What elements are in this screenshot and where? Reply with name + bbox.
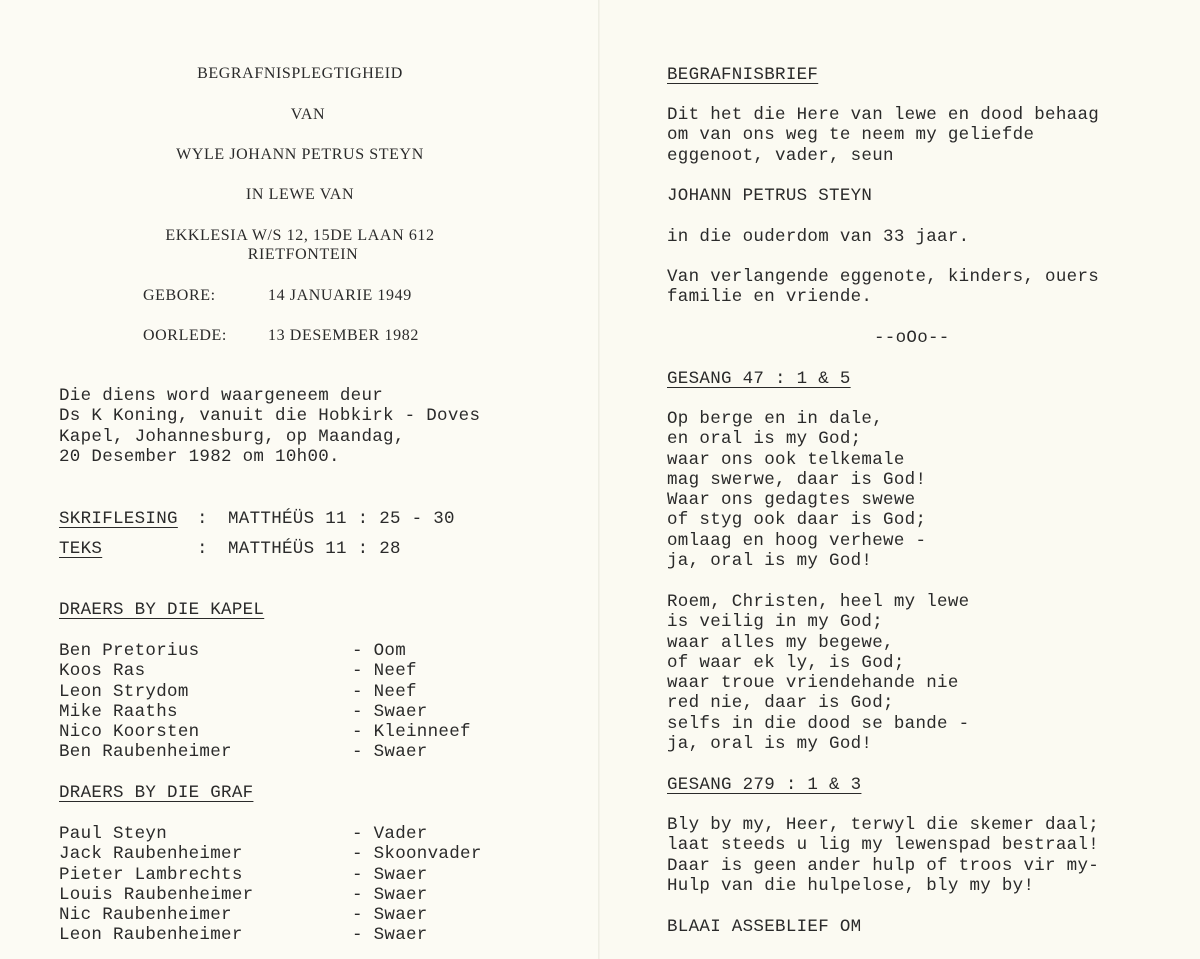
list-item: Ben Raubenheimer	[59, 742, 232, 763]
reading-reference: MATTHÉÜS 11 : 25 - 30	[228, 509, 455, 529]
verse-line: Bly by my, Heer, terwyl die skemer daal;	[667, 815, 1100, 835]
list-item-relation: - Kleinneef	[352, 722, 471, 743]
verse-line: selfs in die dood se bande -	[667, 713, 970, 734]
list-item: Louis Raubenheimer	[59, 884, 254, 905]
right-page	[600, 0, 1200, 959]
born-date: 14 JANUARIE 1949	[268, 287, 412, 304]
intro-line: eggenoot, vader, seun	[667, 145, 894, 166]
hymn1-verse2	[667, 592, 969, 754]
verse-line: Roem, Christen, heel my lewe	[667, 592, 970, 612]
letter-name: JOHANN PETRUS STEYN	[667, 186, 873, 206]
text-reference: MATTHÉÜS 11 : 28	[228, 539, 401, 559]
list-item: Jack Raubenheimer	[59, 844, 243, 865]
hymn1-verse1	[667, 409, 926, 571]
verse-line: red nie, daar is God;	[667, 693, 894, 714]
verse-line: of styg ook daar is God;	[667, 510, 927, 531]
list-item: Paul Steyn	[59, 824, 168, 844]
list-item-relation: - Swaer	[352, 742, 428, 763]
text-label: TEKS	[59, 539, 103, 559]
list-item-relation: - Swaer	[352, 925, 428, 946]
deceased-name: WYLE JOHANN PETRUS STEYN	[176, 146, 424, 163]
page-turn-note: BLAAI ASSEBLIEF OM	[667, 917, 862, 937]
reading-label: SKRIFLESING	[59, 509, 178, 529]
service-line: Die diens word waargeneem deur	[59, 386, 384, 406]
died-label: OORLEDE:	[143, 327, 227, 344]
reading-colon: :	[197, 509, 208, 529]
intro-line: Dit het die Here van lewe en dood behaag	[667, 105, 1100, 125]
list-item: Mike Raaths	[59, 701, 178, 722]
list-item-relation: - Neef	[352, 681, 417, 702]
hymn2-heading: GESANG 279 : 1 & 3	[667, 775, 862, 795]
letter-intro	[667, 105, 1099, 166]
bearers-chapel-heading: DRAERS BY DIE KAPEL	[59, 600, 265, 620]
church-address-line2: RIETFONTEIN	[247, 246, 359, 263]
separator: --oOo--	[874, 328, 950, 348]
list-item-relation: - Vader	[352, 824, 428, 844]
list-item: Pieter Lambrechts	[59, 864, 243, 885]
verse-line: of waar ek ly, is God;	[667, 652, 905, 673]
list-item: Leon Strydom	[59, 681, 189, 702]
list-item: Ben Pretorius	[59, 641, 200, 661]
service-line: Ds K Koning, vanuit die Hobkirk - Doves	[59, 406, 481, 427]
bearers-grave-names	[59, 824, 253, 946]
verse-line: ja, oral is my God!	[667, 734, 873, 755]
list-item-relation: - Swaer	[352, 864, 428, 885]
died-date: 13 DESEMBER 1982	[268, 327, 419, 344]
letter-heading: BEGRAFNISBRIEF	[667, 65, 819, 85]
verse-line: waar troue vriendehande nie	[667, 673, 959, 694]
church-address-line1: EKKLESIA W/S 12, 15DE LAAN 612	[165, 227, 435, 244]
list-item: Leon Raubenheimer	[59, 925, 243, 946]
list-item-relation: - Neef	[352, 661, 417, 682]
from-line: Van verlangende eggenote, kinders, ouers	[667, 267, 1100, 287]
verse-line: Op berge en in dale,	[667, 409, 884, 429]
list-item-relation: - Swaer	[352, 905, 428, 926]
list-item: Koos Ras	[59, 661, 146, 682]
verse-line: Hulp van die hulpelose, bly my by!	[667, 875, 1035, 896]
verse-line: waar ons ook telkemale	[667, 449, 905, 470]
verse-line: laat steeds u lig my lewenspad bestraal!	[667, 835, 1100, 856]
letter-from	[667, 267, 1099, 308]
list-item-relation: - Oom	[352, 641, 407, 661]
list-item-relation: - Swaer	[352, 884, 428, 905]
verse-line: omlaag en hoog verhewe -	[667, 530, 927, 551]
bearers-chapel-names	[59, 641, 232, 763]
hymn1-heading: GESANG 47 : 1 & 5	[667, 369, 851, 389]
born-label: GEBORE:	[143, 287, 216, 304]
list-item: Nic Raubenheimer	[59, 905, 232, 926]
list-item: Nico Koorsten	[59, 722, 200, 743]
service-line: 20 Desember 1982 om 10h00.	[59, 446, 340, 467]
bearers-grave-relations	[352, 824, 482, 946]
list-item-relation: - Skoonvader	[352, 844, 482, 865]
verse-line: ja, oral is my God!	[667, 551, 873, 572]
service-line: Kapel, Johannesburg, op Maandag,	[59, 426, 405, 447]
program-heading: BEGRAFNISPLEGTIGHEID	[197, 65, 403, 82]
bearers-grave-heading: DRAERS BY DIE GRAF	[59, 783, 254, 803]
verse-line: mag swerwe, daar is God!	[667, 469, 927, 490]
letter-age: in die ouderdom van 33 jaar.	[667, 227, 970, 247]
text-colon: :	[197, 539, 208, 559]
van-label: VAN	[290, 106, 326, 123]
bearers-chapel-relations	[352, 641, 471, 763]
verse-line: is veilig in my God;	[667, 612, 884, 633]
verse-line: waar alles my begewe,	[667, 632, 894, 653]
intro-line: om van ons weg te neem my geliefde	[667, 125, 1035, 146]
service-details	[59, 386, 480, 467]
verse-line: Waar ons gedagtes swewe	[667, 490, 916, 511]
verse-line: en oral is my God;	[667, 429, 862, 450]
in-lewe-van-label: IN LEWE VAN	[245, 186, 355, 203]
list-item-relation: - Swaer	[352, 701, 428, 722]
verse-line: Daar is geen ander hulp of troos vir my-	[667, 855, 1100, 876]
hymn2-verse	[667, 815, 1099, 896]
from-line: familie en vriende.	[667, 287, 873, 308]
